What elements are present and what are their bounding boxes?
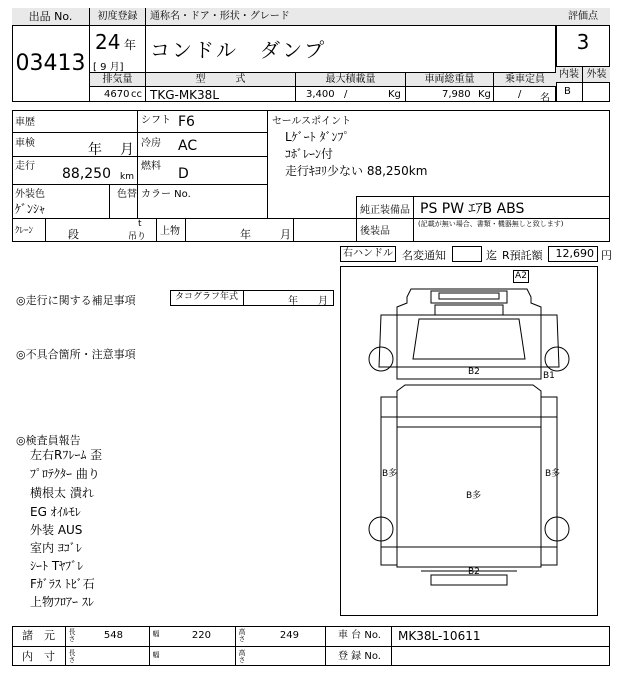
aftermarket-label: 後装品 (356, 219, 414, 242)
height-value: 249 (246, 626, 326, 646)
bed-left-side (381, 397, 397, 565)
gross-weight-label: 車両総重量 (406, 73, 494, 87)
inspector-line-1: 左右Rﾌﾚｰﾑ 歪 (30, 448, 103, 462)
inspection-label: 車検 (15, 138, 35, 149)
interior-dims-label: 内 寸 (12, 647, 66, 666)
equipment-label: 純正装備品 (356, 197, 414, 218)
color-code-label: 色替 (117, 189, 137, 200)
name-label: 通称名・ドア・形状・グレード (146, 8, 556, 26)
equipment-value: PS PW ｴｱB ABS (420, 201, 525, 217)
fuel-value: D (178, 166, 189, 182)
model-value: TKG-MK38L (150, 88, 220, 102)
in-width-label: 幅 (152, 651, 160, 658)
mileage-value: 88,250 (62, 166, 111, 182)
info-row-line-4 (12, 218, 610, 219)
in-width-cell (160, 647, 236, 666)
in-height-label: 高さ (238, 649, 246, 663)
model-label: 型 式 (146, 73, 296, 87)
reg-no-label: 登 録 No. (326, 647, 392, 666)
crane-t: t (138, 219, 142, 229)
sales-line-1: Lｹﾞｰﾄ ﾀﾞﾝﾌﾟ (285, 130, 350, 144)
sales-line-2: ｺﾎﾞﾚｰﾝ付 (285, 147, 334, 161)
supplement-label: ◎走行に関する補足事項 (16, 294, 136, 307)
info-row-line-1 (12, 132, 268, 133)
name-change-box (452, 246, 482, 262)
inspector-label: ◎検査員報告 (16, 434, 81, 447)
inspection-year: 年 (88, 142, 102, 158)
defects-label: ◎不具合箇所・注意事項 (16, 348, 136, 361)
info-row-line-2 (12, 156, 268, 157)
crane-year: 年 (240, 228, 251, 241)
lot-number: 03413 (12, 26, 90, 102)
displacement-label: 排気量 (90, 73, 146, 87)
mark-a2: A2 (513, 270, 529, 283)
chassis-value: MK38L-10611 (398, 629, 481, 643)
cab-inner (413, 319, 525, 359)
gross-weight-value: 7,980 (442, 89, 471, 100)
max-load-value: 3,400 (306, 89, 335, 100)
name-change-sep: 迄 (486, 249, 497, 262)
interior-label: 内装 (556, 66, 583, 83)
capacity-slash: / (518, 89, 522, 100)
reg-divider (90, 26, 146, 72)
wiper (439, 293, 499, 299)
in-length-cell (76, 647, 150, 666)
sales-line-3: 走行ｷﾖﾘ少ない 88,250km (285, 164, 428, 178)
bed-right-side (541, 397, 557, 565)
score-label: 評価点 (556, 8, 610, 26)
bed-outline (397, 385, 541, 567)
inspector-line-7: ｼｰﾄ Tﾔﾌﾞﾚ (30, 559, 84, 573)
max-load-label: 最大積載量 (296, 73, 406, 87)
crane-lift: 吊り (128, 232, 147, 242)
capacity-unit: 名 (540, 93, 550, 104)
truck-diagram-drawing (341, 267, 597, 615)
crane-right-divider (186, 219, 294, 242)
lot-label: 出品 No. (12, 8, 90, 26)
inspector-line-3: 横根太 潰れ (30, 486, 94, 500)
recycle-unit: 円 (601, 249, 612, 262)
mark-b-many-center: B多 (466, 491, 482, 501)
exterior-label: 外装 (583, 66, 610, 83)
inspection-month: 月 (120, 142, 134, 158)
sales-label: セールスポイント (272, 116, 352, 127)
gross-weight-unit: Kg (478, 89, 491, 100)
crane-year-label: 上物 (156, 219, 186, 242)
fuel-label: 燃料 (141, 161, 161, 172)
mileage-label: 走行 (15, 161, 35, 172)
inspector-line-9: 上物ﾌﾛｱｰ ｽﾚ (30, 595, 94, 609)
in-height-cell (246, 647, 326, 666)
recycle-label: R預託額 (502, 249, 543, 262)
shift-label: シフト (141, 115, 171, 126)
reg-year-unit: 年 (124, 38, 137, 52)
mark-b-many-right: B多 (545, 469, 561, 479)
crane-label: ｸﾚｰﾝ (12, 219, 46, 242)
shift-value: F6 (178, 114, 195, 130)
ac-value: AC (178, 138, 198, 154)
truck-diagram (340, 266, 598, 616)
aftermarket-note: (記載が無い場合、書類・機器無しと致します) (418, 220, 564, 228)
length-value: 548 (76, 626, 150, 646)
inspector-line-2: ﾌﾟﾛﾃｸﾀｰ 曲り (30, 467, 100, 481)
color-label: 外装色 (15, 189, 45, 200)
tacho-month: 月 (318, 296, 328, 307)
length-label: 長さ (68, 628, 76, 642)
name-change-label: 名変通知 (402, 249, 446, 262)
max-load-unit: Kg (388, 89, 401, 100)
chassis-label: 車 台 No. (326, 626, 392, 646)
capacity-label: 乗車定員 (494, 73, 556, 87)
color-value: ｹﾞﾝｼｬ (15, 202, 46, 216)
right-hand-drive: 右ハンドル (340, 246, 396, 262)
max-load-slash: / (344, 89, 348, 100)
tacho-label: タコグラフ年式 (170, 290, 244, 306)
interior-grade: B (556, 83, 583, 102)
ac-label: 冷房 (141, 138, 161, 149)
height-label: 高さ (238, 628, 246, 642)
tacho-year: 年 (288, 296, 298, 307)
crane-month: 月 (280, 228, 291, 241)
mark-b-many-left: B多 (382, 469, 398, 479)
first-reg-label: 初度登録 (90, 8, 146, 26)
crane-stage: 段 (68, 228, 79, 241)
width-label: 幅 (152, 630, 160, 637)
reg-year: 24 (95, 30, 121, 54)
car-name: コンドル ダンプ (150, 38, 327, 62)
displacement-unit: cc (131, 89, 142, 100)
displacement-value: 4670 (104, 89, 130, 100)
dims-label: 諸 元 (12, 626, 66, 646)
windshield (435, 305, 503, 315)
mark-b2-top: B2 (468, 367, 480, 377)
inspector-line-5: 外装 AUS (30, 523, 83, 537)
mark-b1: B1 (543, 371, 555, 381)
inspector-line-6: 室内 ﾖｺﾞﾚ (30, 541, 82, 555)
reg-month: [ 9 月] (93, 62, 124, 73)
mark-b2-bottom: B2 (468, 567, 480, 577)
width-value: 220 (160, 626, 236, 646)
color-divider (12, 185, 110, 218)
in-length-label: 長さ (68, 649, 76, 663)
inspector-line-4: EG ｵｲﾙﾓﾚ (30, 505, 81, 519)
mileage-unit: km (120, 172, 134, 182)
score-value: 3 (576, 30, 590, 54)
recycle-amount: 12,690 (548, 246, 598, 262)
history-label: 車歴 (15, 117, 35, 128)
color-no-label: カラー No. (141, 189, 191, 200)
inspector-line-8: Fｶﾞﾗｽ ﾄﾋﾞ石 (30, 577, 95, 591)
